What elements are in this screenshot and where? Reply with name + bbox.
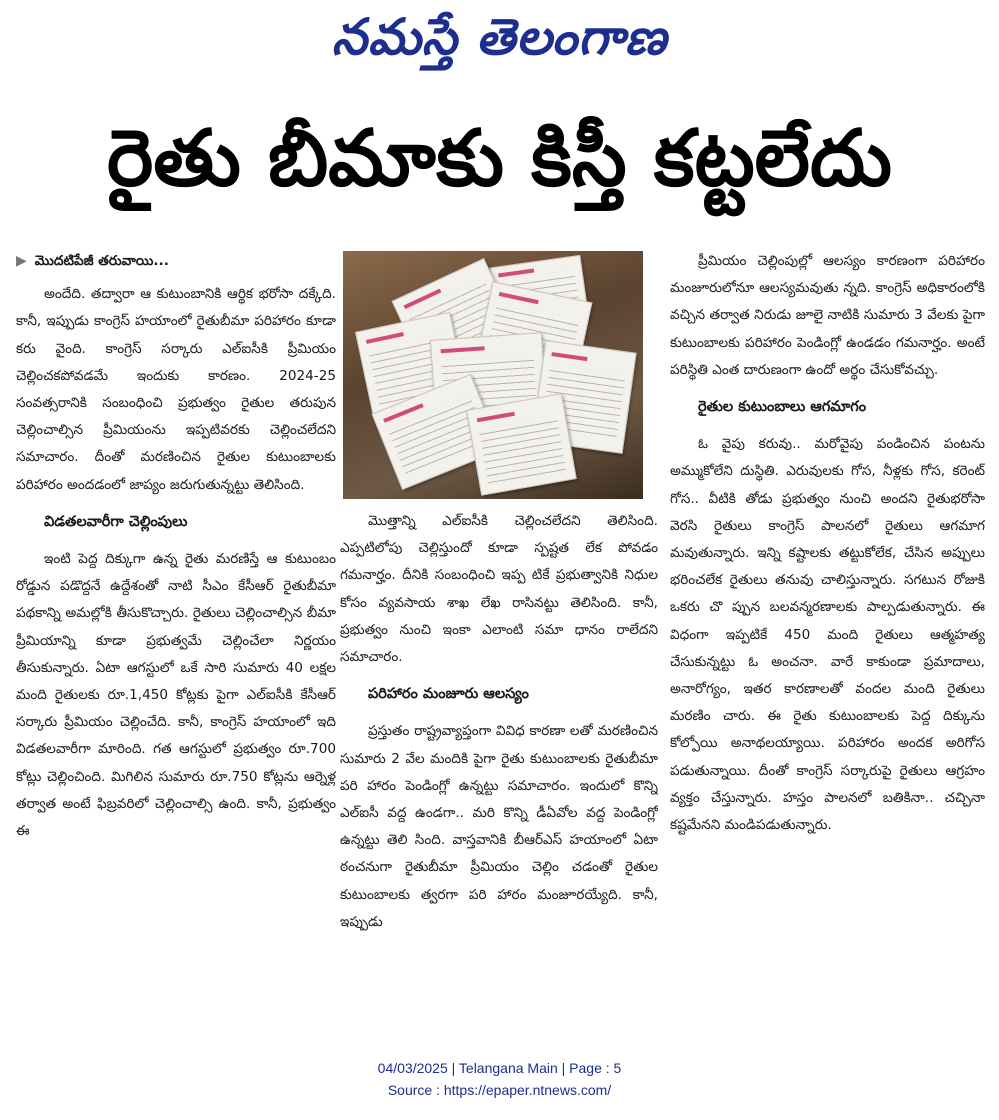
- article-column-3: [670, 248, 985, 1038]
- document-image: [466, 393, 577, 496]
- edition-info: 04/03/2025 | Telangana Main | Page : 5: [377, 1060, 622, 1076]
- continuation-marker: [16, 248, 336, 275]
- paragraph: ప్రస్తుతం రాష్ట్రవ్యాప్తంగా వివిధ కారణా లతో మరణించిన సుమారు 2 వేల మందికి పైగా రైతు కుటుంబాలకు రైతుబీమా పరి హారం పెండింగ్లో ఉన్నట్టు సమాచారం. ఇందులో కొన్ని ఎల్ఐసీ వద్ద ఉండగా.. మరి కొన్ని డీఏవోల వద్ద పెండింగ్లో ఉన్నట్టు తెలి సింది. వాస్తవానికి బీఆర్ఎస్ హయాంలో ఏటా ఠంచనుగా రైతుబీమా ప్రీమియం చెల్లిం చడంతో రైతుల కుటుంబాలకు త్వరగా పరి హారం మంజూరయ్యేది. కానీ, ఇప్పుడు: [340, 723, 658, 930]
- newspaper-masthead: నమస్తే తెలంగాణ: [331, 7, 668, 66]
- paragraph: ప్రీమియం చెల్లింపుల్లో ఆలస్యం కారణంగా పరిహారం మంజూరులోనూ ఆలస్యమవుతు న్నది. కాంగ్రెస్ అధికారంలోకి వచ్చిన తర్వాత నిరుడు జూలై నాటికి సుమారు 3 వేలకు పైగా కుటుంబాలకు పరిహారం పెండింగ్లో ఉండడం గమనార్హం. అంటే పరిస్థితి ఎంత దారుణంగా ఉందో అర్థం చేసుకోవచ్చు.: [670, 253, 985, 378]
- subheading: రైతుల కుటుంబాలు ఆగమాగం: [698, 399, 867, 416]
- arrow-right-icon: ▶: [16, 253, 27, 269]
- paragraph: మొత్తాన్ని ఎల్ఐసీకి చెల్లించలేదని తెలిసింది. ఎప్పటిలోపు చెల్లిస్తుందో కూడా స్పష్టత లేక పోవడం గమనార్హం. దీనికి సంబంధించి ఇప్ప టికే ప్రభుత్వానికి నిధుల కోసం వ్యవసాయ శాఖ లేఖ రాసినట్టు తెలిసింది. కానీ, ప్రభుత్వం నుంచి ఇంకా ఎలాంటి సమా ధానం రాలేదని సమాచారం.: [340, 513, 658, 666]
- insurance-documents-photo: [343, 251, 643, 499]
- continuation-label: మొదటిపేజీ తరువాయి...: [34, 253, 169, 269]
- article-column-1: [16, 248, 336, 1038]
- article-headline: రైతు బీమాకు కిస్తీ కట్టలేదు: [106, 114, 893, 204]
- subheading: పరిహారం మంజూరు ఆలస్యం: [368, 686, 529, 703]
- subheading: విడతలవారీగా చెల్లింపులు: [44, 513, 188, 530]
- paragraph: ఇంటి పెద్ద దిక్కుగా ఉన్న రైతు మరణిస్తే ఆ కుటుంబం రోడ్డున పడొద్దనే ఉద్దేశంతో నాటి సీఎం కేసీఆర్ రైతుబీమా పథకాన్ని అమల్లోకి తీసుకొచ్చారు. రైతులు చెల్లించాల్సిన బీమా ప్రీమియాన్ని కూడా ప్రభుత్వమే చెల్లించేలా నిర్ణయం తీసుకున్నారు. ఏటా ఆగస్టులో ఒకే సారి సుమారు 40 లక్షల మంది రైతులకు రూ.1,450 కోట్లకు పైగా ఎల్ఐసీకి కేసీఆర్ సర్కారు ప్రీమియం చెల్లించేది. కానీ, కాంగ్రెస్ హయాంలో ఇది విడతలవారీగా మారింది. గత ఆగస్టులో ప్రభుత్వం రూ.700 కోట్లు చెల్లించింది. మిగిలిన సుమారు రూ.750 కోట్లను ఆర్నెళ్ల తర్వాత అంటే ఫిబ్రవరిలో చెల్లించాల్సి ఉంది. కానీ, ప్రభుత్వం ఈ: [16, 551, 336, 840]
- article-column-2: [340, 508, 658, 1038]
- source-link[interactable]: Source : https://epaper.ntnews.com/: [387, 1082, 612, 1098]
- paragraph: అందేది. తద్వారా ఆ కుటుంబానికి ఆర్థిక భరోసా దక్కేది. కానీ, ఇప్పుడు కాంగ్రెస్ హయాంలో రైతుబీమా పరిహారం కూడా కరు వైంది. కాంగ్రెస్ సర్కారు ఎల్ఐసీకి ప్రీమియం చెల్లించకపోవడమే ఇందుకు కారణం. 2024-25 సంవత్సరానికి సంబంధించి ప్రభుత్వం రైతుల తరుపున చెల్లించాల్సిన ప్రీమియంను ఇప్పటివరకు చెల్లించలేదని సమాచారం. దీంతో మరణించిన రైతుల కుటుంబాలకు పరిహారం అందడంలో జాప్యం జరుగుతున్నట్టు తెలిసింది.: [16, 286, 336, 493]
- paragraph: ఓ వైపు కరువు.. మరోవైపు పండించిన పంటను అమ్ముకోలేని దుస్థితి. ఎరువులకు గోస, నీళ్లకు గోస, కరెంట్ గోస.. వీటికి తోడు ప్రభుత్వం నుంచి అందని రైతుభరోసా వెరసి రైతులు కాంగ్రెస్ పాలనలో రైతులు ఆగమాగ మవుతున్నారు. ఇన్ని కష్టాలకు తట్టుకోలేక, చేసిన అప్పులు భరించలేక రైతులు తనువు చాలిస్తున్నారు. సగటున రోజుకి ఒకరు చొ ప్పున బలవన్మరణాలకు పాల్పడుతున్నారు. ఈ విధంగా ఇప్పటికే 450 మంది రైతులు ఆత్మహత్య చేసుకున్నట్టు ఓ అంచనా. వారే కాకుండా ప్రమాదాలు, అనారోగ్యం, ఇతర కారణాలతో వందల మంది రైతులు మరణిం చారు. ఈ రైతు కుటుంబాలకు పెద్ద దిక్కును కోల్పోయి అనాథలయ్యాయి. పరిహారం అందక అరిగోస పడుతున్నాయి. దీంతో కాంగ్రెస్ సర్కారుపై రైతులు ఆగ్రహం వ్యక్తం చేస్తున్నారు. హస్తం పాలనలో బతికినా.. చచ్చినా కష్టమేనని మండిపడుతున్నారు.: [670, 436, 985, 834]
